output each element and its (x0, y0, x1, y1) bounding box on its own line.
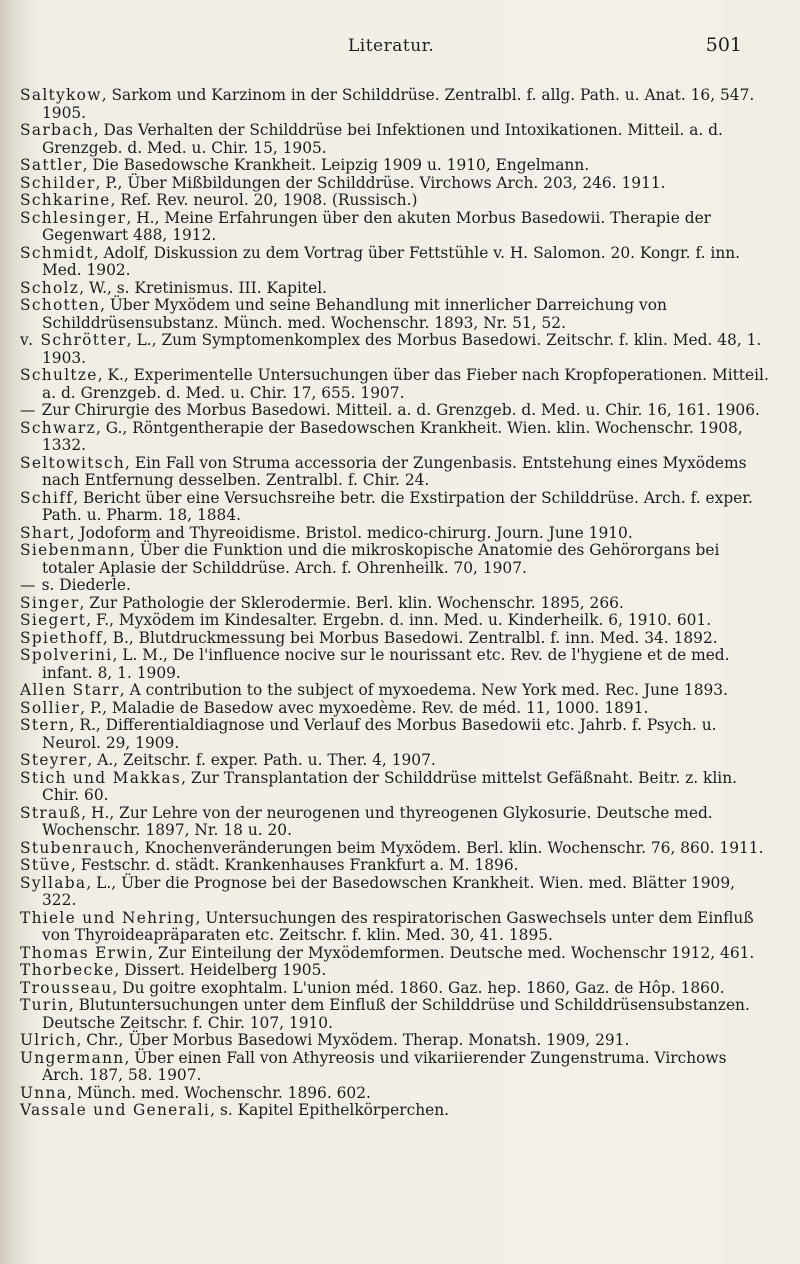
reference-text: , Zur Transplantation der Schilddrüse mittelst Gefäßnaht. Beitr. z. klin. Chir. 60. (42, 768, 738, 804)
reference-author: Stüve (20, 856, 71, 874)
reference-entry (20, 192, 770, 210)
reference-author: Syllaba (20, 873, 87, 892)
reference-text: , H., Meine Erfahrungen über den akuten Morbus Basedowii. Therapie der Gegenwart 488, 1912. (42, 208, 712, 244)
reference-entry (20, 840, 770, 858)
reference-entry (20, 87, 770, 122)
reference-author: Sollier (20, 698, 81, 717)
reference-text: , Über Myxödem und seine Behandlung mit innerlicher Darreichung von Schilddrüsensubstanz. Münch. med. Wochenschr. 1893, Nr. 51, 52. (42, 296, 667, 332)
reference-entry (20, 367, 770, 402)
reference-author: Steyrer (20, 751, 88, 769)
reference-text: , B., Blutdruckmessung bei Morbus Basedowi. Zentralbl. f. inn. Med. 34. 1892. (102, 628, 718, 647)
reference-text: , Zur Pathologie der Sklerodermie. Berl. klin. Wochenschr. 1895, 266. (79, 593, 624, 612)
reference-author: Thorbecke (20, 961, 115, 979)
reference-text: , G., Röntgentherapie der Basedowschen Krankheit. Wien. klin. Wochenschr. 1908, 1332. (42, 418, 743, 454)
reference-text: , K., Experimentelle Untersuchungen über das Fieber nach Kropfoperationen. Mitteil. a. d. Grenzgeb. d. Med. u. Chir. 17, 655. 1907. (42, 366, 769, 402)
reference-entry (20, 805, 770, 840)
reference-text: , Das Verhalten der Schilddrüse bei Infektionen und Intoxikationen. Mitteil. a. d. Grenzgeb. d. Med. u. Chir. 15, 1905. (42, 121, 723, 157)
reference-author: Singer (20, 593, 80, 612)
reference-author: Schmidt (20, 243, 94, 262)
reference-text: , L. M., De l'influence nocive sur le nourissant etc. Rev. de l'hygiene et de med. infant. 8, 1. 1909. (42, 646, 730, 682)
reference-text: , Dissert. Heidelberg 1905. (114, 961, 327, 979)
reference-list (20, 87, 770, 1120)
reference-text: , P., Über Mißbildungen der Schilddrüse. Virchows Arch. 203, 246. 1911. (95, 173, 666, 192)
reference-text: , H., Zur Lehre von der neurogenen und thyreogenen Glykosurie. Deutsche med. Wochenschr. 1897, Nr. 18 u. 20. (42, 803, 713, 839)
reference-entry (20, 770, 770, 805)
reference-text: , L., Über die Prognose bei der Basedowschen Krankheit. Wien. med. Blätter 1909, 322. (42, 873, 736, 909)
reference-entry (20, 682, 770, 700)
reference-author: Scholz (20, 278, 80, 297)
reference-entry (20, 122, 770, 157)
reference-entry (20, 542, 770, 577)
reference-author: Ungermann (20, 1048, 125, 1067)
reference-author: Ulrich (20, 1031, 77, 1049)
page-number: 501 (705, 34, 742, 56)
reference-entry (20, 525, 770, 543)
reference-text: , Ein Fall von Struma accessoria der Zungenbasis. Entstehung eines Myxödems nach Entfernung desselben. Zentralbl. f. Chir. 24. (42, 453, 747, 489)
reference-entry (20, 1085, 770, 1103)
reference-text: , R., Differentialdiagnose und Verlauf des Morbus Basedowii etc. Jahrb. f. Psych. u. Neurol. 29, 1909. (42, 716, 717, 752)
reference-text: , s. Kapitel Epithelkörperchen. (210, 1101, 450, 1119)
reference-author: v. Schrötter (20, 331, 127, 349)
page-header (0, 28, 800, 58)
reference-author: Thomas Erwin (20, 943, 149, 962)
reference-author: Schotten (20, 296, 101, 314)
reference-author: Seltowitsch (20, 453, 126, 472)
reference-author: Strauß (20, 803, 82, 822)
reference-entry (20, 577, 770, 595)
reference-entry (20, 910, 770, 945)
reference-entry (20, 857, 770, 875)
reference-entry (20, 455, 770, 490)
reference-entry (20, 245, 770, 280)
reference-author: Spiethoff (20, 628, 103, 647)
reference-text: , Sarkom und Karzinom in der Schilddrüse. Zentralbl. f. allg. Path. u. Anat. 16, 547. 1905. (42, 86, 755, 122)
reference-text: , Zur Einteilung der Myxödemformen. Deutsche med. Wochenschr 1912, 461. (148, 943, 755, 962)
reference-text: , Untersuchungen des respiratorischen Gaswechsels unter dem Einfluß von Thyroideapräparaten etc. Zeitschr. f. klin. Med. 30, 41. 1895. (42, 908, 754, 944)
reference-text: Zur Chirurgie des Morbus Basedowi. Mitteil. a. d. Grenzgeb. d. Med. u. Chir. 16, 161. 1906. (36, 401, 760, 419)
reference-text: , P., Maladie de Basedow avec myxoedème. Rev. de méd. 11, 1000. 1891. (80, 698, 649, 717)
reference-author: — (20, 401, 37, 419)
reference-entry (20, 157, 770, 175)
reference-entry (20, 945, 770, 963)
reference-author: Trousseau (20, 978, 113, 997)
reference-entry (20, 875, 770, 910)
reference-author: Schiff (20, 488, 74, 507)
reference-entry (20, 1032, 770, 1050)
running-title: Literatur. (348, 36, 435, 56)
reference-entry (20, 280, 770, 298)
reference-text: , A contribution to the subject of myxoedema. New York med. Rec. June 1893. (119, 681, 728, 699)
reference-author: Stubenrauch (20, 838, 135, 857)
reference-text: , Über die Funktion und die mikroskopische Anatomie des Gehörorgans bei totaler Aplasie der Schilddrüse. Arch. f. Ohrenheilk. 70, 1907. (42, 541, 720, 577)
reference-author: Unna (20, 1083, 68, 1102)
reference-text: s. Diederle. (36, 576, 131, 594)
reference-author: — (20, 576, 37, 594)
reference-text: , Jodoform and Thyreoidisme. Bristol. medico-chirurg. Journ. June 1910. (69, 523, 633, 542)
reference-author: Thiele und Nehring (20, 908, 196, 927)
reference-text: , Über einen Fall von Athyreosis und vikariierender Zungenstruma. Virchows Arch. 187, 58. 1907. (42, 1048, 727, 1084)
reference-author: Stich und Makkas (20, 768, 182, 787)
reference-author: Shart (20, 523, 70, 542)
reference-author: Saltykow (20, 86, 102, 104)
reference-text: , L., Zum Symptomenkomplex des Morbus Basedowi. Zeitschr. f. klin. Med. 48, 1. 1903. (42, 331, 762, 367)
reference-entry (20, 1102, 770, 1120)
reference-entry (20, 297, 770, 332)
reference-entry (20, 490, 770, 525)
reference-author: Sattler (20, 156, 83, 174)
reference-entry (20, 700, 770, 718)
reference-entry (20, 997, 770, 1032)
reference-author: Schwarz (20, 418, 96, 437)
reference-author: Sarbach (20, 121, 94, 139)
reference-entry (20, 717, 770, 752)
reference-entry (20, 175, 770, 193)
reference-text: , Chr., Über Morbus Basedowi Myxödem. Therap. Monatsh. 1909, 291. (76, 1031, 630, 1049)
reference-entry (20, 980, 770, 998)
reference-author: Siebenmann (20, 541, 131, 559)
reference-text: , Adolf, Diskussion zu dem Vortrag über Fettstühle v. H. Salomon. 20. Kongr. f. inn. Med. 1902. (42, 243, 741, 279)
reference-entry (20, 647, 770, 682)
reference-entry (20, 402, 770, 420)
reference-entry (20, 630, 770, 648)
reference-entry (20, 420, 770, 455)
reference-entry (20, 595, 770, 613)
reference-text: , Ref. Rev. neurol. 20, 1908. (Russisch.) (110, 191, 418, 209)
reference-text: , A., Zeitschr. f. exper. Path. u. Ther. 4, 1907. (87, 751, 436, 769)
reference-author: Stern (20, 716, 70, 734)
reference-author: Turin (20, 996, 69, 1014)
reference-entry (20, 752, 770, 770)
reference-author: Allen Starr (20, 681, 120, 699)
reference-text: , F., Myxödem im Kindesalter. Ergebn. d. inn. Med. u. Kinderheilk. 6, 1910. 601. (86, 611, 712, 629)
reference-text: , Münch. med. Wochenschr. 1896. 602. (67, 1083, 371, 1102)
reference-text: , Die Basedowsche Krankheit. Leipzig 1909 u. 1910, Engelmann. (82, 156, 590, 174)
reference-text: , Knochenveränderungen beim Myxödem. Berl. klin. Wochenschr. 76, 860. 1911. (134, 838, 764, 857)
reference-text: , Du goitre exophtalm. L'union méd. 1860. Gaz. hep. 1860, Gaz. de Hôp. 1860. (112, 978, 725, 997)
reference-author: Schultze (20, 366, 98, 384)
reference-author: Siegert (20, 611, 87, 629)
reference-entry (20, 1050, 770, 1085)
reference-text: , W., s. Kretinismus. III. Kapitel. (79, 278, 328, 297)
reference-author: Spolverini (20, 646, 113, 664)
reference-author: Schlesinger (20, 208, 127, 227)
reference-entry (20, 612, 770, 630)
reference-text: , Festschr. d. städt. Krankenhauses Frankfurt a. M. 1896. (70, 856, 519, 874)
reference-entry (20, 332, 770, 367)
reference-text: , Bericht über eine Versuchsreihe betr. die Exstirpation der Schilddrüse. Arch. f. exper. Path. u. Pharm. 18, 1884. (42, 488, 753, 524)
reference-entry (20, 962, 770, 980)
reference-entry (20, 210, 770, 245)
reference-author: Schilder (20, 173, 96, 192)
reference-author: Schkarine (20, 191, 111, 209)
reference-author: Vassale und Generali (20, 1101, 211, 1119)
reference-text: , Blutuntersuchungen unter dem Einfluß der Schilddrüse und Schilddrüsensubstanzen. Deutsche Zeitschr. f. Chir. 107, 1910. (42, 996, 750, 1032)
